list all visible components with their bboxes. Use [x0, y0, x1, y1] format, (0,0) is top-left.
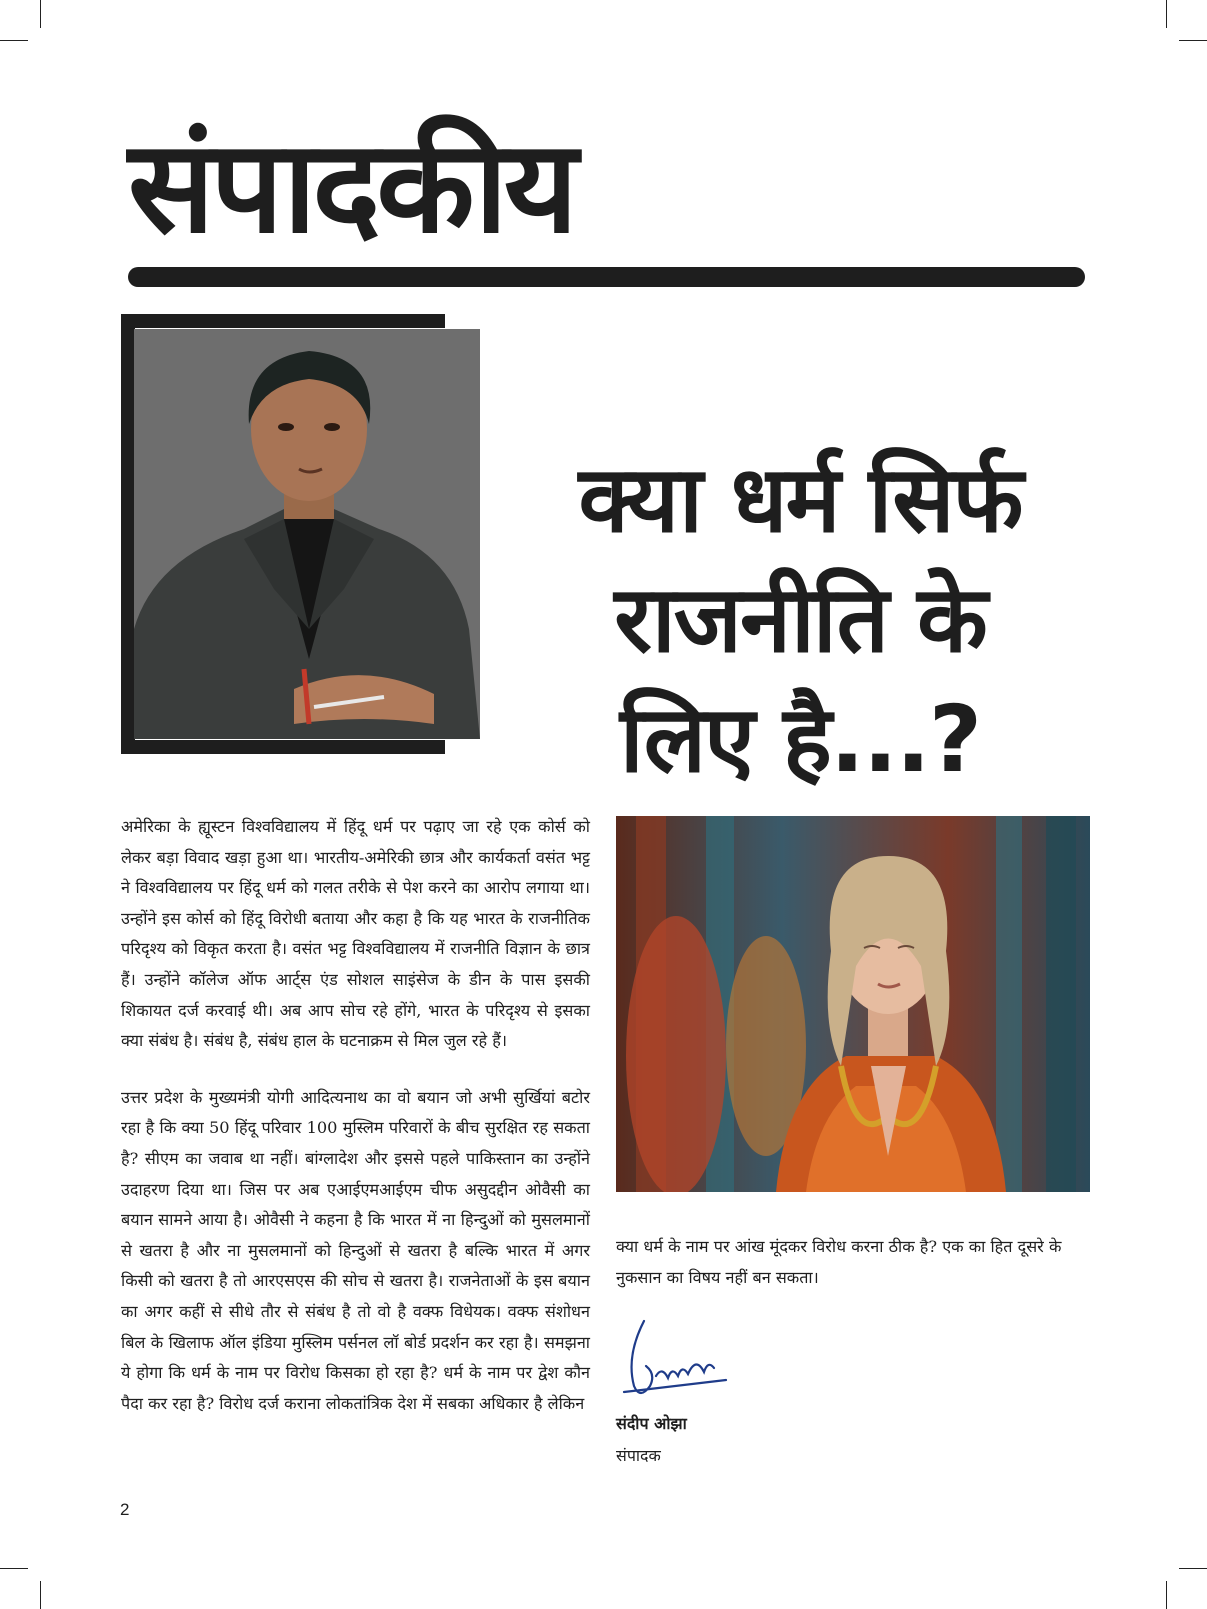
editor-name: संदीप ओझा: [616, 1414, 687, 1433]
crop-mark-top-left-v: [40, 0, 41, 28]
frame-corner-bottom: [431, 740, 445, 754]
crop-mark-bottom-right-h: [1179, 1568, 1207, 1569]
section-title: संपादकीय: [128, 113, 575, 262]
crop-mark-bottom-right-v: [1166, 1581, 1167, 1609]
body-paragraph-1: अमेरिका के ह्यूस्टन विश्वविद्यालय में हिंदू धर्म पर पढ़ाए जा रहे एक कोर्स को लेकर बड़ा विवाद खड़ा हुआ था। भारतीय-अमेरिकी छात्र और कार्यकर्ता वसंत भट्ट ने विश्वविद्यालय पर हिंदू धर्म को गलत तरीके से पेश करने का आरोप लगाया था। उन्होंने इस कोर्स को हिंदू विरोधी बताया और कहा है कि यह भारत के राजनीतिक परिदृश्य को विकृत करता है। वसंत भट्ट विश्वविद्यालय में राजनीति विज्ञान के छात्र हैं। उन्होंने कॉलेज ऑफ आर्ट्स एंड सोशल साइंसेज के डीन के पास इसकी शिकायत दर्ज करवाई थी। अब आप सोच रहे होंगे, भारत के परिदृश्य से इसका क्या संबंध है। संबंध है, संबंध हाल के घटनाक्रम से मिल जुल रहे हैं।: [121, 817, 590, 1051]
headline-line-2: राजनीति के: [614, 566, 986, 673]
crop-mark-top-left-h: [0, 40, 28, 41]
signature-mark: [616, 1316, 736, 1406]
headline: [520, 440, 1080, 800]
crop-mark-bottom-left-v: [40, 1581, 41, 1609]
frame-corner-top: [431, 314, 445, 328]
title-underline: [128, 267, 1085, 287]
side-quote: क्या धर्म के नाम पर आंख मूंदकर विरोध करना ठीक है? एक का हित दूसरे के नुकसान का विषय नहीं बन सकता।: [616, 1237, 1062, 1287]
page-number: 2: [120, 1500, 130, 1519]
crop-mark-top-right-h: [1179, 40, 1207, 41]
editor-portrait: [121, 314, 481, 754]
body-paragraph-2: उत्तर प्रदेश के मुख्यमंत्री योगी आदित्यनाथ का वो बयान जो अभी सुर्खियां बटोर रहा है कि क्या 50 हिंदू परिवार 100 मुस्लिम परिवारों के बीच सुरक्षित रह सकता है? सीएम का जवाब था नहीं। बांग्लादेश और इससे पहले पाकिस्तान का उन्होंने उदाहरण दिया था। जिस पर अब एआईएमआईएम चीफ असुदद्दीन ओवैसी का बयान सामने आया है। ओवैसी ने कहना है कि भारत में ना हिन्दुओं को मुसलमानों से खतरा है और ना मुसलमानों को हिन्दुओं से खतरा है बल्कि भारत में अगर किसी को खतरा है तो आरएसएस की सोच से खतरा है। राजनेताओं के इस बयान का अगर कहीं से सीधे तौर से संबंध है तो वो है वक्फ विधेयक। वक्फ संशोधन बिल के खिलाफ ऑल इंडिया मुस्लिम पर्सनल लॉ बोर्ड प्रदर्शन कर रहा है। समझना ये होगा कि धर्म के नाम पर विरोध किसका हो रहा है? धर्म के नाम पर द्वेश कौन पैदा कर रहा है? विरोध दर्ज कराना लोकतांत्रिक देश में सबका अधिकार है लेकिन: [121, 1087, 590, 1413]
editor-photo: [134, 329, 480, 739]
headline-line-1: क्या धर्म सिर्फ: [578, 446, 1022, 553]
crop-mark-top-right-v: [1166, 0, 1167, 28]
masthead: [128, 108, 1088, 293]
feature-photo: [616, 816, 1090, 1192]
editor-role: संपादक: [616, 1446, 661, 1465]
headline-line-3: लिए है...?: [619, 686, 981, 793]
article-body: [121, 812, 590, 1445]
crop-mark-bottom-left-h: [0, 1568, 28, 1569]
